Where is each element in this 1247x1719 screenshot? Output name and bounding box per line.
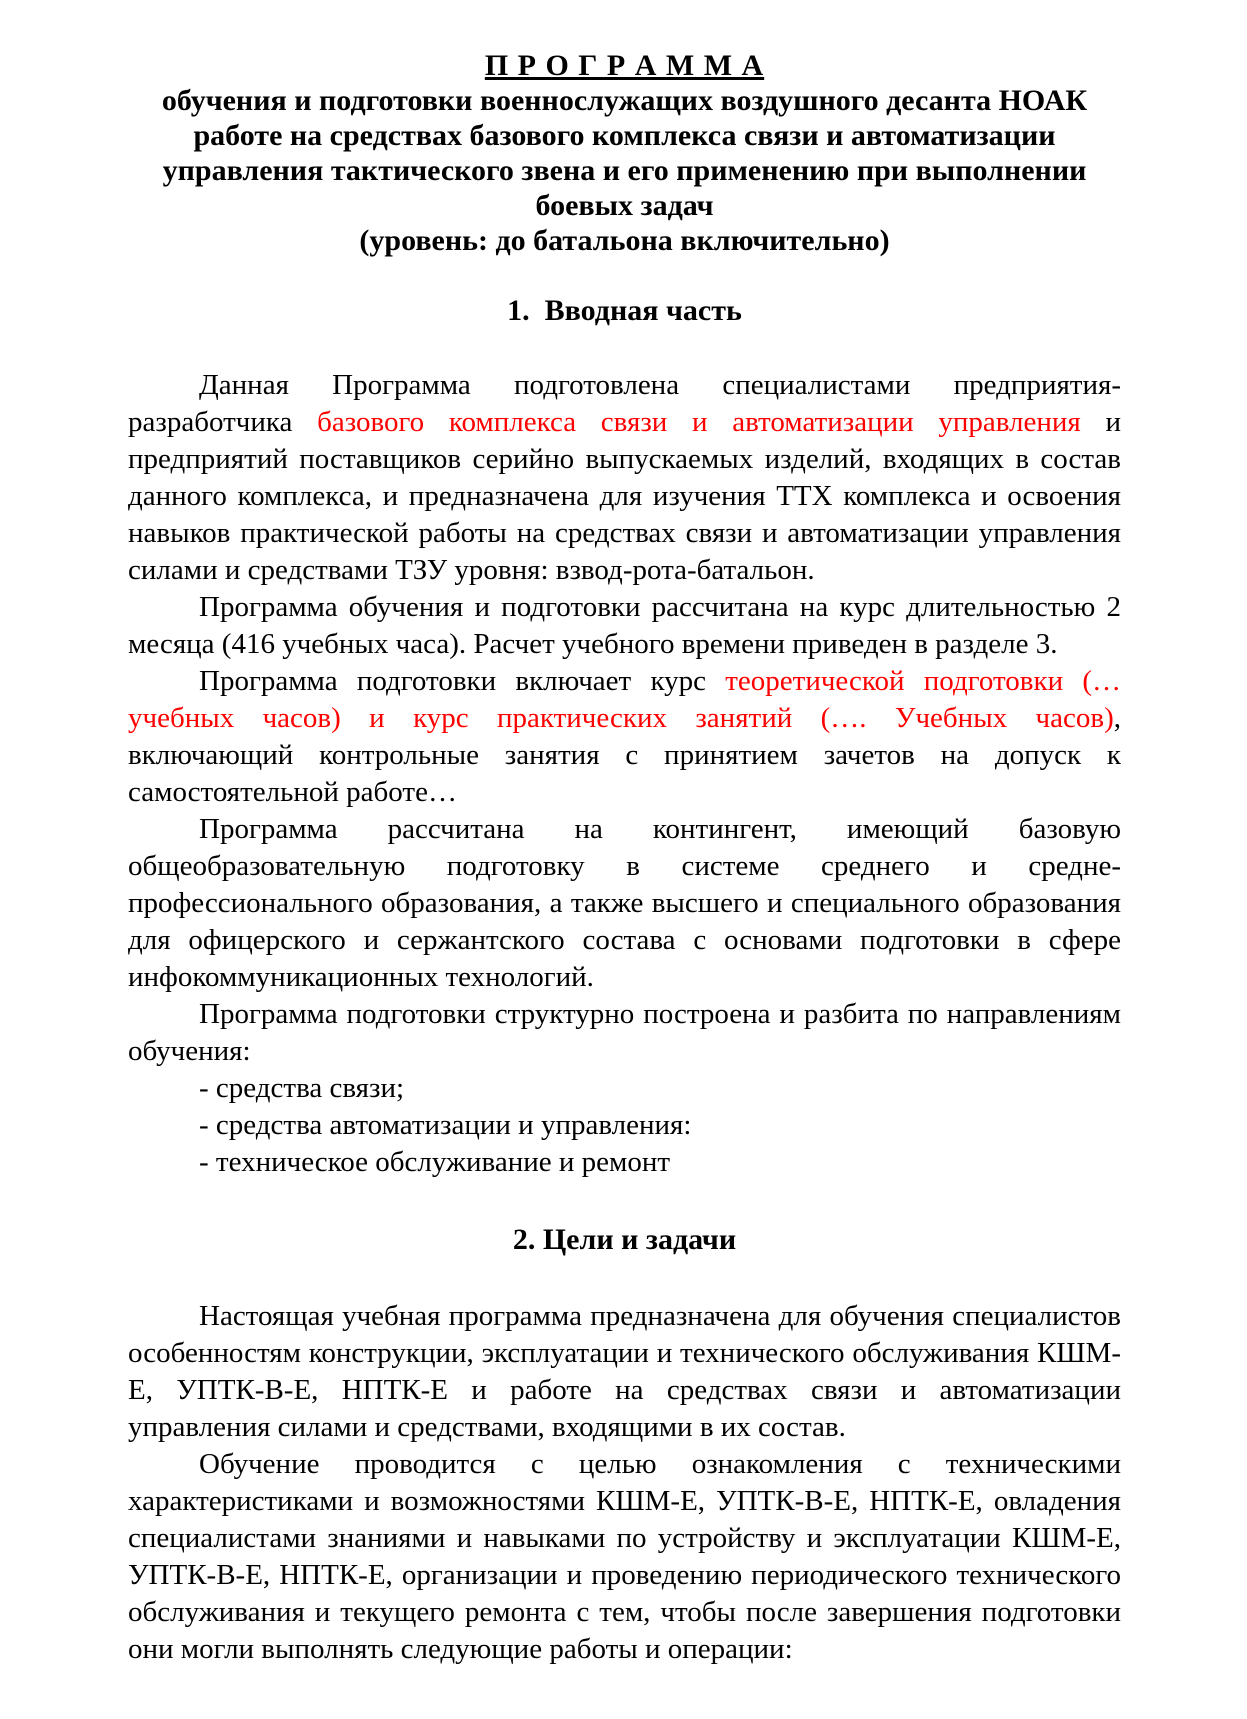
list-item-maintenance: - техническое обслуживание и ремонт bbox=[199, 1146, 671, 1178]
document-title-line: обучения и подготовки военнослужащих воздушного десанта НОАК bbox=[161, 84, 1088, 117]
paragraph-text: , включающий контрольные занятия с принятием зачетов на допуск к самостоятельной работе… bbox=[128, 702, 1121, 808]
highlighted-red-text: базового комплекса связи и автоматизации управления bbox=[317, 406, 1081, 438]
section-1-paragraph-3 bbox=[128, 663, 1121, 811]
document-title-block bbox=[128, 48, 1121, 258]
section-1-heading: 1. Вводная часть bbox=[507, 294, 742, 327]
document-title-heading bbox=[128, 48, 1121, 83]
list-item-communications: - средства связи; bbox=[199, 1072, 405, 1104]
paragraph-text: Данная Программа подготовлена специалистами предприятия-разработчика bbox=[128, 369, 1121, 438]
highlighted-red-text: теоретической подготовки (… учебных часов) и курс практических занятий (…. Учебных часов) bbox=[128, 665, 1121, 734]
section-1-paragraph-2: Программа обучения и подготовки рассчитана на курс длительностью 2 месяца (416 учебных часа). Расчет учебного времени приведен в разделе 3. bbox=[128, 591, 1121, 660]
document-title-line: управления тактического звена и его применению при выполнении bbox=[162, 154, 1087, 187]
section-1-paragraph-4: Программа рассчитана на контингент, имеющий базовую общеобразовательную подготовку в системе среднего и средне-профессионального образования, а также высшего и специального образования для офицерского и сержантского состава с основами подготовки в сфере инфокоммуникационных технологий. bbox=[128, 813, 1121, 993]
paragraph-text: и предприятий поставщиков серийно выпускаемых изделий, входящих в состав данного комплекса, и предназначена для изучения ТТХ комплекса и освоения навыков практической работы на средствах связи и автоматизации управления силами и средствами ТЗУ уровня: взвод-рота-батальон. bbox=[128, 406, 1121, 586]
paragraph-text: Программа подготовки включает курс bbox=[199, 665, 726, 697]
document-title-line: работе на средствах базового комплекса связи и автоматизации bbox=[193, 119, 1056, 152]
list-item-automation: - средства автоматизации и управления: bbox=[199, 1109, 692, 1141]
document-title-line: боевых задач bbox=[535, 189, 714, 222]
section-2-paragraph-2: Обучение проводится с целью ознакомления с техническими характеристиками и возможностями КШМ-Е, УПТК-В-Е, НПТК-Е, овладения специалистами знаниями и навыками по устройству и эксплуатации КШМ-Е, УПТК-В-Е, НПТК-Е, организации и проведению периодического технического обслуживания и текущего ремонта с тем, чтобы после завершения подготовки они могли выполнять следующие работы и операции: bbox=[128, 1448, 1121, 1665]
document-subtitle-level: (уровень: до батальона включительно) bbox=[359, 224, 890, 257]
section-2-paragraph-1: Настоящая учебная программа предназначена для обучения специалистов особенностям конструкции, эксплуатации и технического обслуживания КШМ-Е, УПТК-В-Е, НПТК-Е и работе на средствах связи и автоматизации управления силами и средствами, входящими в их состав. bbox=[128, 1300, 1121, 1443]
document-title-text: П Р О Г Р А М М А bbox=[484, 49, 765, 82]
section-2-heading: 2. Цели и задачи bbox=[512, 1223, 737, 1256]
section-1-paragraph-1 bbox=[128, 367, 1121, 589]
section-1-paragraph-5: Программа подготовки структурно построена и разбита по направлениям обучения: bbox=[128, 998, 1121, 1067]
